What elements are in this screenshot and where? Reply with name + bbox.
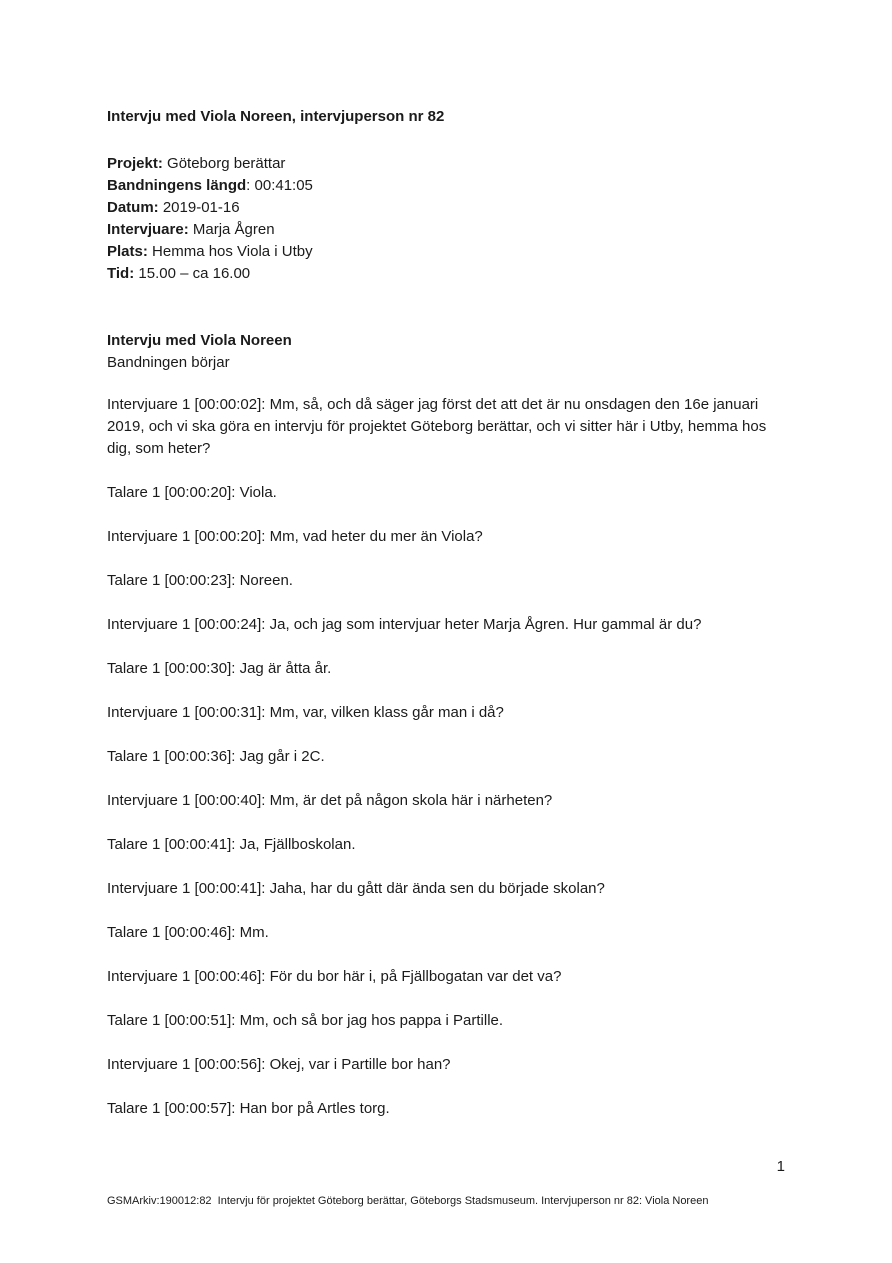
- section-subtitle: Bandningen börjar: [107, 354, 230, 371]
- transcript-entry: [107, 1098, 785, 1120]
- transcript-entry: [107, 746, 785, 768]
- metadata-row: [107, 175, 785, 197]
- transcript-entry: [107, 834, 785, 856]
- metadata-value: 2019-01-16: [158, 199, 240, 216]
- metadata-block: [107, 153, 785, 285]
- metadata-row: [107, 263, 785, 285]
- metadata-label: Intervjuare:: [107, 221, 189, 238]
- transcript-entry-text: Intervjuare 1 [00:00:46]: För du bor här i, på Fjällbogatan var det va?: [107, 968, 562, 985]
- transcript-entry: [107, 966, 785, 988]
- transcript-entry-text: Talare 1 [00:00:57]: Han bor på Artles torg.: [107, 1100, 390, 1117]
- metadata-label: Plats:: [107, 243, 148, 260]
- footer-text: GSMArkiv:190012:82 Intervju för projektet Göteborg berättar, Göteborgs Stadsmuseum. Intervjuperson nr 82: Viola Noreen: [107, 1195, 709, 1207]
- transcript-entry: [107, 614, 785, 636]
- transcript-entry-text: Talare 1 [00:00:36]: Jag går i 2C.: [107, 748, 325, 765]
- metadata-value: 15.00 – ca 16.00: [134, 265, 251, 282]
- transcript-section-head: [107, 330, 785, 374]
- transcript-entry-text: Talare 1 [00:00:20]: Viola.: [107, 484, 277, 501]
- transcript-entry: [107, 1010, 785, 1032]
- transcript-entry-text: Intervjuare 1 [00:00:31]: Mm, var, vilken klass går man i då?: [107, 704, 504, 721]
- transcript-entry-text: Talare 1 [00:00:46]: Mm.: [107, 924, 269, 941]
- transcript-entry-text: Intervjuare 1 [00:00:56]: Okej, var i Partille bor han?: [107, 1056, 451, 1073]
- metadata-label: Tid:: [107, 265, 135, 282]
- metadata-value: Göteborg berättar: [162, 155, 286, 172]
- transcript-entry: [107, 570, 785, 592]
- page-number: 1: [776, 1158, 785, 1175]
- document-title: Intervju med Viola Noreen, intervjuperson nr 82: [107, 108, 445, 125]
- transcript-entry: [107, 526, 785, 548]
- document-content: [107, 106, 785, 1142]
- transcript-entry-text: Talare 1 [00:00:23]: Noreen.: [107, 572, 293, 589]
- transcript-body: [107, 394, 785, 1120]
- metadata-row: [107, 197, 785, 219]
- metadata-row: [107, 153, 785, 175]
- metadata-label: Projekt:: [107, 155, 163, 172]
- metadata-label: Datum:: [107, 199, 159, 216]
- transcript-entry-text: Talare 1 [00:00:41]: Ja, Fjällboskolan.: [107, 836, 356, 853]
- transcript-entry-text: Intervjuare 1 [00:00:20]: Mm, vad heter du mer än Viola?: [107, 528, 483, 545]
- metadata-value: : 00:41:05: [246, 177, 313, 194]
- transcript-entry: [107, 482, 785, 504]
- transcript-entry-text: Talare 1 [00:00:30]: Jag är åtta år.: [107, 660, 332, 677]
- transcript-entry: [107, 790, 785, 812]
- metadata-value: Marja Ågren: [188, 221, 275, 238]
- metadata-label: Bandningens längd: [107, 177, 247, 194]
- metadata-value: Hemma hos Viola i Utby: [147, 243, 313, 260]
- transcript-entry-text: Intervjuare 1 [00:00:24]: Ja, och jag som intervjuar heter Marja Ågren. Hur gammal är du?: [107, 616, 702, 633]
- transcript-entry-text: Intervjuare 1 [00:00:02]: Mm, så, och då säger jag först det att det är nu onsdagen den 16e januari 2019, och vi ska göra en intervju för projektet Göteborg berättar, och vi sitter här i Utby, hemma hos dig, som heter?: [107, 396, 767, 457]
- transcript-entry-text: Intervjuare 1 [00:00:40]: Mm, är det på någon skola här i närheten?: [107, 792, 553, 809]
- transcript-entry: [107, 1054, 785, 1076]
- metadata-row: [107, 219, 785, 241]
- transcript-entry: [107, 702, 785, 724]
- transcript-entry: [107, 658, 785, 680]
- metadata-row: [107, 241, 785, 263]
- transcript-entry-text: Intervjuare 1 [00:00:41]: Jaha, har du gått där ända sen du började skolan?: [107, 880, 605, 897]
- transcript-entry: [107, 394, 785, 460]
- section-title: Intervju med Viola Noreen: [107, 332, 292, 349]
- transcript-entry: [107, 878, 785, 900]
- transcript-entry-text: Talare 1 [00:00:51]: Mm, och så bor jag hos pappa i Partille.: [107, 1012, 504, 1029]
- transcript-entry: [107, 922, 785, 944]
